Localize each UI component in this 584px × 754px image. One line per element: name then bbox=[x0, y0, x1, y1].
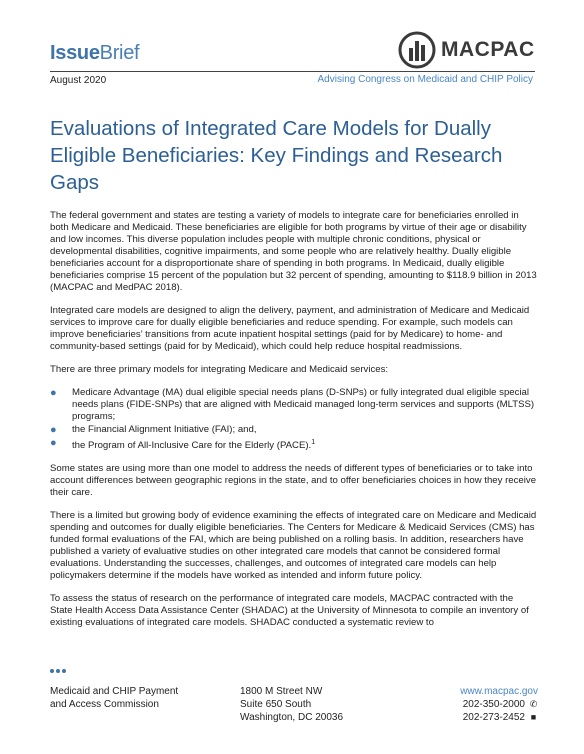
model-list bbox=[50, 387, 538, 452]
paragraph: Integrated care models are designed to align the delivery, payment, and administration of Medicare and Medicaid services to improve care for dually eligible beneficiaries and reduce spending. For example, such models can improve beneficiaries’ transitions from acute inpatient hospital settings (paid for by Medicare) to home- and community-based settings (paid for by Medicaid), which could help reduce hospital readmissions. bbox=[50, 305, 530, 352]
paragraph: Some states are using more than one model to address the needs of different types of beneficiaries or to take into account differences between geographic regions in the state, and to offer beneficiaries choices in how they receive their care. bbox=[50, 463, 537, 499]
document-title: Evaluations of Integrated Care Models for Dually Eligible Beneficiaries: Key Findings and Research Gaps bbox=[50, 117, 503, 194]
footer-address-line: Suite 650 South bbox=[240, 699, 312, 710]
issue-brief-wordmark bbox=[50, 42, 139, 65]
phone-icon: ✆ bbox=[529, 699, 538, 709]
footer-address bbox=[240, 685, 343, 724]
macpac-logo-icon bbox=[398, 31, 436, 69]
list-item-text: the Financial Alignment Initiative (FAI); and, bbox=[72, 424, 257, 435]
brand-bold: Issue bbox=[50, 42, 100, 64]
paragraph: There are three primary models for integrating Medicare and Medicaid services: bbox=[50, 364, 389, 375]
publication-date: August 2020 bbox=[50, 75, 107, 86]
bullet-icon: ● bbox=[50, 437, 57, 449]
macpac-logo bbox=[398, 31, 535, 69]
fax-number: 202-273-2452 bbox=[462, 712, 525, 723]
footer-address-line: Washington, DC 20036 bbox=[240, 712, 344, 723]
tagline: Advising Congress on Medicaid and CHIP Policy bbox=[317, 74, 533, 85]
phone-number: 202-350-2000 bbox=[462, 699, 525, 710]
list-item-text: the Program of All-Inclusive Care for the Elderly (PACE). bbox=[72, 440, 312, 452]
list-item bbox=[50, 424, 538, 436]
footer-org-line: and Access Commission bbox=[50, 699, 159, 710]
footer-org-line: Medicaid and CHIP Payment bbox=[50, 686, 179, 697]
list-item bbox=[50, 387, 538, 423]
footer-contact bbox=[400, 685, 538, 724]
header-rule bbox=[50, 71, 535, 72]
document-body bbox=[50, 210, 538, 640]
footer-organization bbox=[50, 685, 178, 711]
paragraph: The federal government and states are testing a variety of models to integrate care for beneficiaries enrolled in both Medicare and Medicaid. These beneficiaries are eligible for both programs by virtue of their age or disability and low incomes. This diverse population includes people with multiple chronic conditions, physical or developmental disabilities, cognitive impairments, and some people who are relatively healthy. Dually eligible beneficiaries account for a disproportionate share of spending in both programs. In Medicaid, dually eligible beneficiaries comprise 15 percent of the population but 32 percent of spending, amounting to $118.9 billion in 2013 (MACPAC and MedPAC 2018). bbox=[50, 210, 537, 293]
paragraph: To assess the status of research on the performance of integrated care models, MACPAC contracted with the State Health Access Data Assistance Center (SHADAC) at the University of Minnesota to compile an inventory of existing evaluations of integrated care models. SHADAC conducted a systematic review to bbox=[50, 593, 529, 629]
footer-address-line: 1800 M Street NW bbox=[240, 686, 323, 697]
footer-dots-icon bbox=[50, 669, 66, 673]
paragraph: There is a limited but growing body of evidence examining the effects of integrated care on Medicare and Medicaid spending and outcomes for dually eligible beneficiaries. The Centers for Medicare & Medicaid Services (CMS) has funded formal evaluations of the FAI, which are being published on a rolling basis. In addition, researchers have published a variety of evaluative studies on other integrated care models that cannot be considered formal evaluations. Understanding the successes, challenges, and outcomes of integrated care models can help policymakers determine if the models have worked as intended and inform future policy. bbox=[50, 510, 537, 582]
footnote-marker[interactable]: 1 bbox=[311, 439, 316, 446]
brand-light: Brief bbox=[99, 42, 140, 64]
logo-text: MACPAC bbox=[441, 38, 535, 61]
list-item-text: Medicare Advantage (MA) dual eligible special needs plans (D-SNPs) or fully integrated dual eligible special needs plans (FIDE-SNPs) that are aligned with Medicaid managed long-term services and supports (MLTSS) programs; bbox=[72, 387, 535, 422]
website-link[interactable]: www.macpac.gov bbox=[460, 686, 538, 697]
bullet-icon: ● bbox=[50, 387, 57, 399]
bullet-icon: ● bbox=[50, 424, 57, 436]
fax-icon: ■ bbox=[530, 712, 537, 722]
list-item bbox=[50, 437, 538, 452]
